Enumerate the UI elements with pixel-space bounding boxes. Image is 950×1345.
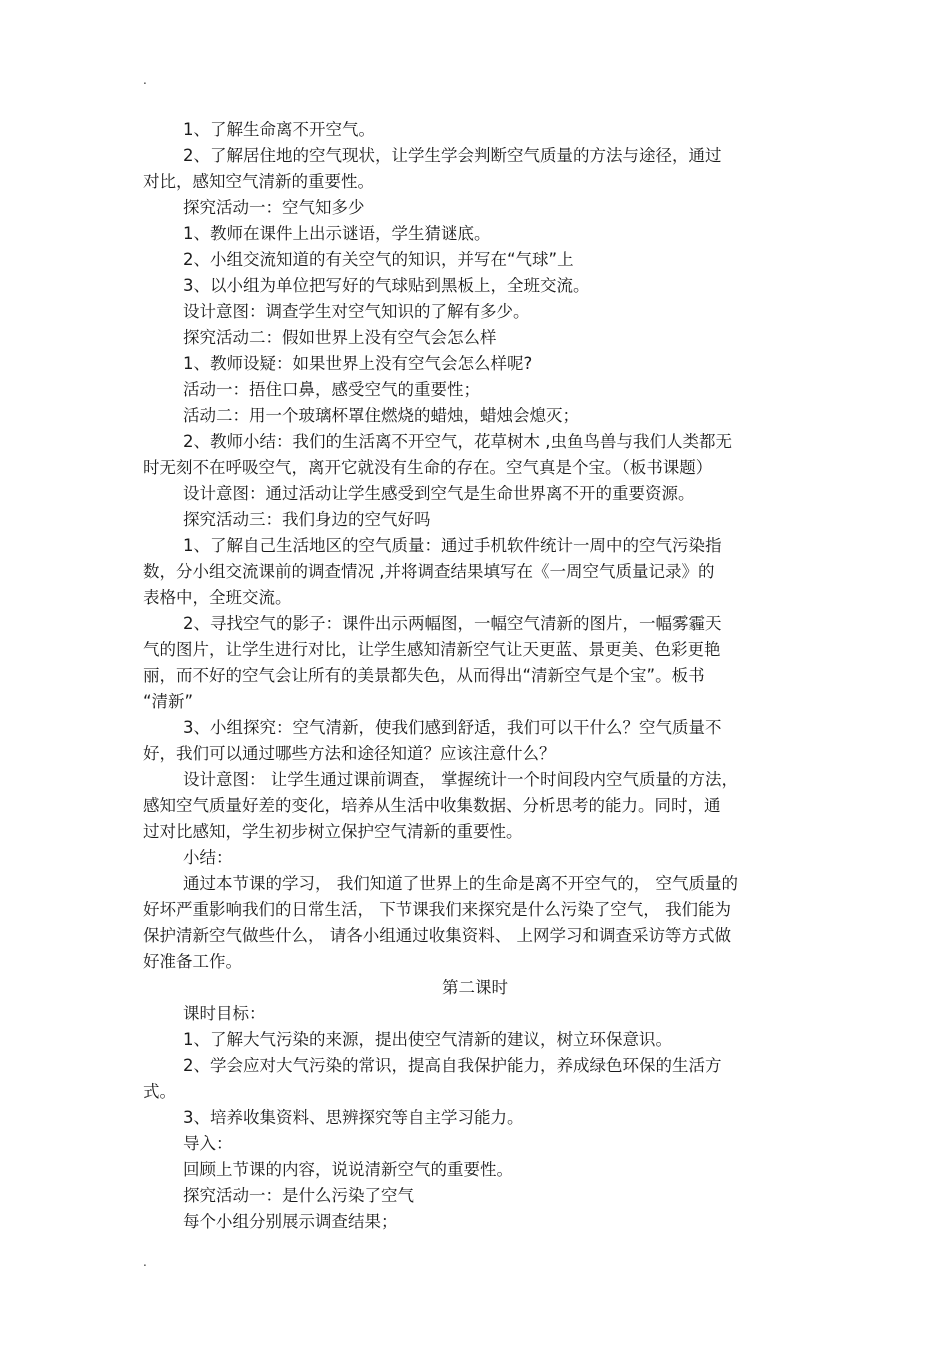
text-line: 数，分小组交流课前的调查情况 ,并将调查结果填写在《一周空气质量记录》的 <box>143 562 715 581</box>
text-line: 导入： <box>183 1134 233 1153</box>
text-line: 探究活动一：空气知多少 <box>183 198 365 217</box>
text-line: 丽，而不好的空气会让所有的美景都失色，从而得出“清新空气是个宝”。板书 <box>143 666 705 685</box>
text-line: 1、了解自己生活地区的空气质量：通过手机软件统计一周中的空气污染指 <box>183 536 722 555</box>
page-mark-top: . <box>143 73 147 87</box>
text-line: 活动二：用一个玻璃杯罩住燃烧的蜡烛，蜡烛会熄灭； <box>183 406 579 425</box>
text-line: 式。 <box>143 1082 176 1101</box>
text-line: 回顾上节课的内容，说说清新空气的重要性。 <box>183 1160 513 1179</box>
text-line: 3、培养收集资料、思辨探究等自主学习能力。 <box>183 1108 524 1127</box>
text-line: 课时目标： <box>183 1004 266 1023</box>
text-line: 气的图片，让学生进行对比，让学生感知清新空气让天更蓝、景更美、色彩更艳 <box>143 640 721 659</box>
text-line: 1、了解生命离不开空气。 <box>183 120 375 139</box>
text-line: 时无刻不在呼吸空气，离开它就没有生命的存在。空气真是个宝。（板书课题） <box>143 458 713 477</box>
text-line: 1、了解大气污染的来源，提出使空气清新的建议，树立环保意识。 <box>183 1030 672 1049</box>
text-line: 探究活动三：我们身边的空气好吗 <box>183 510 431 529</box>
text-line: 过对比感知，学生初步树立保护空气清新的重要性。 <box>143 822 523 841</box>
text-line: 探究活动二：假如世界上没有空气会怎么样 <box>183 328 497 347</box>
text-line: 保护清新空气做些什么， 请各小组通过收集资料、 上网学习和调查采访等方式做 <box>143 926 731 945</box>
text-line: 1、教师设疑：如果世界上没有空气会怎么样呢? <box>183 354 533 373</box>
text-line: 1、教师在课件上出示谜语，学生猜谜底。 <box>183 224 491 243</box>
text-line: 每个小组分别展示调查结果； <box>183 1212 398 1231</box>
text-line: 探究活动一：是什么污染了空气 <box>183 1186 414 1205</box>
text-line: 好准备工作。 <box>143 952 242 971</box>
text-line: 好，我们可以通过哪些方法和途径知道？应该注意什么？ <box>143 744 556 763</box>
text-line: 活动一：捂住口鼻，感受空气的重要性； <box>183 380 480 399</box>
text-line: 3、小组探究：空气清新，使我们感到舒适，我们可以干什么？空气质量不 <box>183 718 722 737</box>
text-line: 2、小组交流知道的有关空气的知识，并写在“气球”上 <box>183 250 574 269</box>
text-line: 表格中，全班交流。 <box>143 588 292 607</box>
text-line: 3、以小组为单位把写好的气球贴到黑板上，全班交流。 <box>183 276 590 295</box>
text-line: 设计意图：调查学生对空气知识的了解有多少。 <box>183 302 530 321</box>
text-line: 小结： <box>183 848 233 867</box>
text-line: 好坏严重影响我们的日常生活， 下节课我们来探究是什么污染了空气， 我们能为 <box>143 900 731 919</box>
text-line: 通过本节课的学习， 我们知道了世界上的生命是离不开空气的， 空气质量的 <box>183 874 738 893</box>
text-line: “清新” <box>143 692 194 711</box>
page-mark-bottom: . <box>143 1255 147 1269</box>
text-line: 2、教师小结：我们的生活离不开空气，花草树木 ,虫鱼鸟兽与我们人类都无 <box>183 432 732 451</box>
text-line: 感知空气质量好差的变化，培养从生活中收集数据、分析思考的能力。同时，通 <box>143 796 721 815</box>
text-line: 2、了解居住地的空气现状，让学生学会判断空气质量的方法与途径，通过 <box>183 146 722 165</box>
text-line: 设计意图： 让学生通过课前调查， 掌握统计一个时间段内空气质量的方法， <box>183 770 738 789</box>
section-heading: 第二课时 <box>442 978 508 997</box>
text-line: 对比，感知空气清新的重要性。 <box>143 172 374 191</box>
text-line: 2、学会应对大气污染的常识，提高自我保护能力，养成绿色环保的生活方 <box>183 1056 722 1075</box>
text-line: 设计意图：通过活动让学生感受到空气是生命世界离不开的重要资源。 <box>183 484 695 503</box>
text-line: 2、寻找空气的影子：课件出示两幅图，一幅空气清新的图片，一幅雾霾天 <box>183 614 722 633</box>
